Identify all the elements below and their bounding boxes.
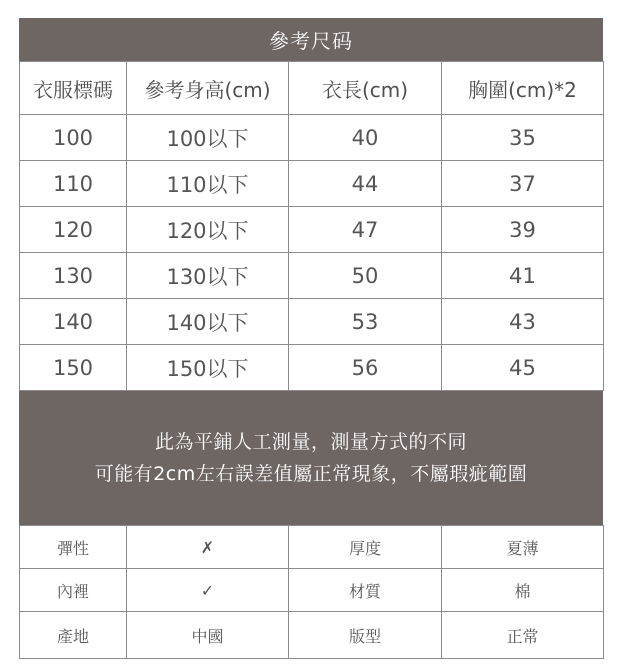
- length-cell: 40: [289, 115, 442, 161]
- height-cell: 130以下: [127, 253, 289, 299]
- spec-row: [20, 569, 604, 612]
- spec-value-material: 棉: [442, 569, 604, 612]
- chart-title: 參考尺码: [19, 18, 603, 61]
- table-row: [20, 207, 604, 253]
- height-cell: 120以下: [127, 207, 289, 253]
- table-row: [20, 115, 604, 161]
- check-mark-icon: ✓: [127, 569, 289, 612]
- length-cell: 50: [289, 253, 442, 299]
- spec-value-thickness: 夏薄: [442, 526, 604, 569]
- cross-mark-icon: ✗: [127, 526, 289, 569]
- height-cell: 110以下: [127, 161, 289, 207]
- table-row: [20, 253, 604, 299]
- length-cell: 56: [289, 345, 442, 391]
- length-cell: 53: [289, 299, 442, 345]
- chest-cell: 39: [442, 207, 604, 253]
- length-cell: 47: [289, 207, 442, 253]
- size-chart: [19, 18, 603, 659]
- spec-label-material: 材質: [289, 569, 442, 612]
- header-height: 參考身高(cm): [127, 62, 289, 115]
- header-chest: 胸圍(cm)*2: [442, 62, 604, 115]
- table-row: [20, 345, 604, 391]
- height-cell: 150以下: [127, 345, 289, 391]
- spec-label-lining: 內裡: [20, 569, 127, 612]
- table-row: [20, 299, 604, 345]
- header-size-label: 衣服標碼: [20, 62, 127, 115]
- height-cell: 140以下: [127, 299, 289, 345]
- spec-label-elasticity: 彈性: [20, 526, 127, 569]
- size-cell: 130: [20, 253, 127, 299]
- spec-label-thickness: 厚度: [289, 526, 442, 569]
- size-table-header: [20, 62, 604, 115]
- spec-label-origin: 產地: [20, 612, 127, 659]
- chest-cell: 37: [442, 161, 604, 207]
- length-cell: 44: [289, 161, 442, 207]
- size-cell: 140: [20, 299, 127, 345]
- chest-cell: 41: [442, 253, 604, 299]
- chest-cell: 45: [442, 345, 604, 391]
- size-table: [19, 61, 604, 391]
- spec-table: [19, 525, 604, 659]
- header-length: 衣長(cm): [289, 62, 442, 115]
- table-row: [20, 161, 604, 207]
- size-cell: 120: [20, 207, 127, 253]
- measurement-note: [19, 391, 603, 525]
- spec-row: [20, 526, 604, 569]
- spec-row: [20, 612, 604, 659]
- note-line-1: 此為平鋪人工測量，測量方式的不同: [154, 431, 467, 453]
- height-cell: 100以下: [127, 115, 289, 161]
- spec-value-fit: 正常: [442, 612, 604, 659]
- size-cell: 150: [20, 345, 127, 391]
- spec-value-origin: 中國: [127, 612, 289, 659]
- spec-label-fit: 版型: [289, 612, 442, 659]
- size-cell: 110: [20, 161, 127, 207]
- note-line-2: 可能有2cm左右誤差值屬正常現象，不屬瑕疵範圍: [94, 463, 528, 485]
- chest-cell: 35: [442, 115, 604, 161]
- size-cell: 100: [20, 115, 127, 161]
- chest-cell: 43: [442, 299, 604, 345]
